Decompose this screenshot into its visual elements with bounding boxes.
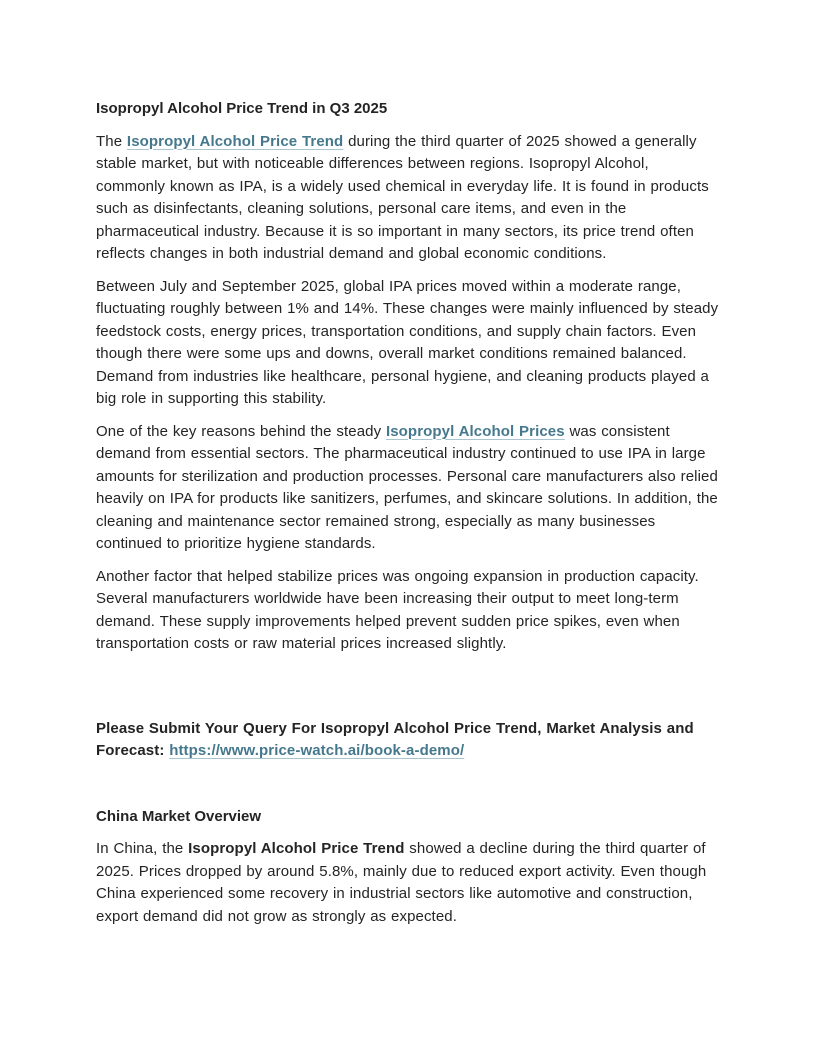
blank-space (96, 773, 720, 806)
paragraph-text: was consistent demand from essential sectors. The pharmaceutical industry continued to use IPA in large amounts for sterilization and production processes. Personal care manufacturers also relied heavily on IPA for products like sanitizers, perfumes, and skincare solutions. In addition, the cleaning and maintenance sector remained strong, especially as many businesses continued to prioritize hygiene standards. (96, 422, 718, 552)
paragraph-text: In China, the (96, 840, 189, 857)
paragraph-china (96, 838, 720, 928)
paragraph-production-capacity: Another factor that helped stabilize prices was ongoing expansion in production capacity. Several manufacturers worldwide have been increasing their output to meet long-term demand. These supply improvements helped prevent sudden price spikes, even when transportation costs or raw material prices increased slightly. (96, 567, 699, 652)
paragraph-text: showed a decline during the third quarter of 2025. Prices dropped by around 5.8%, mainly due to reduced export activity. Even though China experienced some recovery in industrial sectors like automotive and construction, export demand did not grow as strongly as expected. (96, 840, 707, 925)
paragraph-intro (96, 131, 720, 266)
link-book-a-demo[interactable]: https://www.price-watch.ai/book-a-demo/ (169, 742, 465, 759)
paragraph-price-range: Between July and September 2025, global IPA prices moved within a moderate range, fluctuating roughly between 1% and 14%. These changes were mainly influenced by steady feedstock costs, energy prices, transportation conditions, and supply chain factors. Even though there were some ups and downs, overall market conditions remained balanced. Demand from industries like healthcare, personal hygiene, and cleaning products played a big role in supporting this stability. (96, 277, 719, 407)
blank-space (96, 666, 720, 718)
bold-price-trend-phrase: Isopropyl Alcohol Price Trend (188, 840, 405, 857)
paragraph-demand (96, 421, 720, 556)
link-isopropyl-alcohol-price-trend[interactable]: Isopropyl Alcohol Price Trend (126, 132, 344, 150)
heading-china-market-overview: China Market Overview (96, 807, 262, 825)
paragraph-text: The (96, 132, 127, 150)
paragraph-cta (96, 718, 720, 763)
cta-text: Please Submit Your Query For Isopropyl Alcohol Price Trend, Market Analysis and Forecast: (96, 719, 694, 759)
paragraph-text: One of the key reasons behind the steady (96, 422, 386, 440)
link-isopropyl-alcohol-prices[interactable]: Isopropyl Alcohol Prices (385, 422, 565, 440)
heading-q3-price-trend: Isopropyl Alcohol Price Trend in Q3 2025 (96, 100, 388, 117)
paragraph-text: during the third quarter of 2025 showed a generally stable market, but with noticeable differences between regions. Isopropyl Alcohol, commonly known as IPA, is a widely used chemical in everyday life. It is found in products such as disinfectants, cleaning solutions, personal care items, and even in the pharmaceutical industry. Because it is so important in many sectors, its price trend often reflects changes in both industrial demand and global economic conditions. (96, 132, 709, 262)
